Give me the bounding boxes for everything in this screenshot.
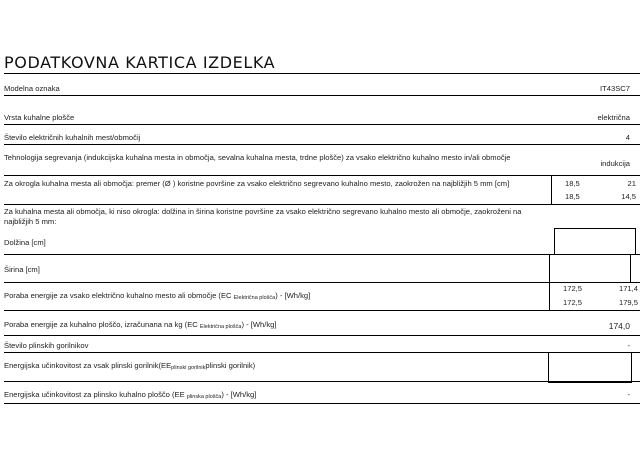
model-label: Modelna oznaka <box>4 84 60 93</box>
row-divider <box>4 144 640 145</box>
technology-label: Tehnologija segrevanja (indukcijska kuhalna mesta in območja, sevalna kuhalna mesta, trdne plošče) za vsako električno kuhalno mesto in/ali območje <box>4 153 511 162</box>
width-label: Širina [cm] <box>4 265 40 274</box>
energy-zone-value: 171,4 <box>618 284 638 293</box>
row-divider <box>4 124 640 125</box>
row-divider <box>4 403 640 404</box>
zones-count-label: Število električnih kuhalnih mest/območij <box>4 133 141 142</box>
row-divider <box>4 254 640 255</box>
energy-zone-value: 172,5 <box>563 284 583 293</box>
gas-burners-value: - <box>627 341 630 350</box>
gas-burners-label: Število plinskih gorilnikov <box>4 341 89 350</box>
length-label: Dolžina [cm] <box>4 238 46 247</box>
diameter-value: 14,5 <box>621 192 636 201</box>
page-title: PODATKOVNA KARTICA IZDELKA <box>4 53 276 72</box>
diameter-value: 21 <box>627 179 636 188</box>
row-divider <box>4 381 640 382</box>
gas-hob-value: - <box>627 390 630 399</box>
gas-efficiency-label: Energijska učinkovitost za vsak plinski $gorilnik(EE_{plinski gorilnik}plinski$ gorilnik) <box>4 361 256 371</box>
energy-zone-value: 172,5 <box>563 298 583 307</box>
type-value: električna <box>597 113 630 122</box>
gas-hob-label: Energijska učinkovitost za plinsko kuhalno ploščo (EE $_{plinska plošča}$) - [Wh/kg] <box>4 390 257 400</box>
diameter-value: 18,5 <box>565 192 580 201</box>
technology-value: indukcija <box>600 159 630 168</box>
diameter-value: 18,5 <box>565 179 580 188</box>
diameter-label: Za okrogla kuhalna mesta ali območja: premer (Ø ) koristne površine za vsako električno segrevano kuhalno mesto, zaokrožen na najbližjih 5 mm [cm] <box>4 179 510 188</box>
energy-zone-label: Poraba energije za vsako električno kuhalno mesto ali območje (EC $_{Električna plošča}$) - [Wh/kg] <box>4 291 311 301</box>
row-divider <box>4 175 640 176</box>
energy-hob-value: 174,0 <box>608 321 630 331</box>
title-divider <box>4 73 640 74</box>
type-label: Vrsta kuhalne plošče <box>4 113 75 122</box>
cell-border <box>549 282 550 310</box>
row-divider <box>4 282 640 283</box>
cell-border <box>551 175 552 205</box>
row-divider <box>4 310 640 311</box>
row-divider <box>4 335 640 336</box>
row-divider <box>4 352 640 353</box>
length-value-cell <box>554 228 636 255</box>
noncircular-label: Za kuhalna mesta ali območja, ki niso okrogla: dolžina in širina koristne površine za vsako električno segrevano kuhalno mesto ali območje, zaokroženi na najbližjih 5 mm: <box>4 207 522 226</box>
width-value-cell <box>549 254 631 283</box>
energy-zone-value: 179,5 <box>618 298 638 307</box>
model-value: IT43SC7 <box>600 84 630 93</box>
energy-hob-label: Poraba energije za kuhalno ploščo, izračunana na kg (EC $_{Električna plošča}$) - [Wh/kg] <box>4 320 277 330</box>
zones-count-value: 4 <box>625 133 630 142</box>
row-divider <box>4 95 640 96</box>
row-divider <box>4 204 640 205</box>
gas-efficiency-value-cell <box>548 352 632 383</box>
